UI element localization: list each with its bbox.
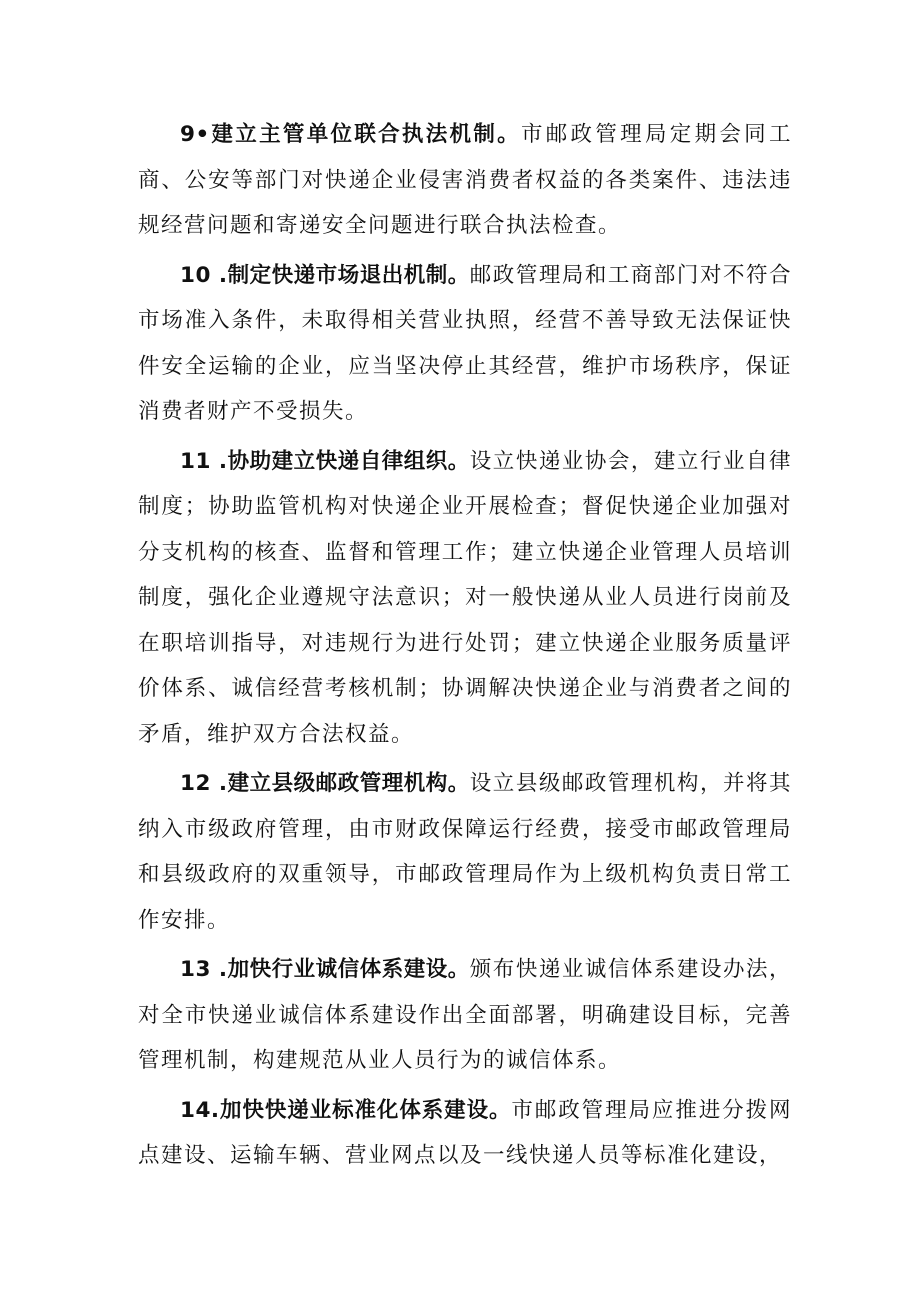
paragraph-body: 颁布快递业诚信体系建设办法，对全市快递业诚信体系建设作出全面部署，明确建设目标，完善管理机制，构建规范从业人员行为的诚信体系。	[138, 957, 792, 1073]
paragraph-heading: 13 .加快行业诚信体系建设。	[180, 957, 470, 982]
paragraph-heading: 9•建立主管单位联合执法机制。	[180, 122, 521, 147]
paragraph-body: 设立县级邮政管理机构，并将其纳入市级政府管理，由市财政保障运行经费，接受市邮政管理局和县级政府的双重领导，市邮政管理局作为上级机构负责日常工作安排。	[138, 771, 792, 933]
paragraph-body: 市邮政管理局应推进分拨网点建设、运输车辆、营业网点以及一线快递人员等标准化建设，	[138, 1097, 792, 1168]
paragraph-12	[138, 761, 792, 943]
paragraph-10	[138, 253, 792, 435]
paragraph-13	[138, 947, 792, 1084]
paragraph-heading: 14.加快快递业标准化体系建设。	[180, 1097, 512, 1123]
paragraph-9	[138, 112, 792, 249]
paragraph-heading: 12 .建立县级邮政管理机构。	[180, 771, 470, 796]
paragraph-body: 邮政管理局和工商部门对不符合市场准入条件，未取得相关营业执照，经营不善导致无法保证快件安全运输的企业，应当坚决停止其经营，维护市场秩序，保证消费者财产不受损失。	[138, 262, 792, 424]
paragraph-heading: 11 .协助建立快递自律组织。	[180, 448, 470, 474]
document-page	[138, 112, 792, 1183]
paragraph-body: 市邮政管理局定期会同工商、公安等部门对快递企业侵害消费者权益的各类案件、违法违规经营问题和寄递安全问题进行联合执法检查。	[138, 122, 792, 238]
paragraph-11	[138, 439, 792, 758]
paragraph-14	[138, 1088, 792, 1179]
paragraph-heading: 10 .制定快递市场退出机制。	[180, 262, 470, 288]
paragraph-body: 设立快递业协会，建立行业自律制度；协助监管机构对快递企业开展检查；督促快递企业加强对分支机构的核查、监督和管理工作；建立快递企业管理人员培训制度，强化企业遵规守法意识；对一般快递从业人员进行岗前及在职培训指导，对违规行为进行处罚；建立快递企业服务质量评价体系、诚信经营考核机制；协调解决快递企业与消费者之间的矛盾，维护双方合法权益。	[138, 448, 792, 747]
